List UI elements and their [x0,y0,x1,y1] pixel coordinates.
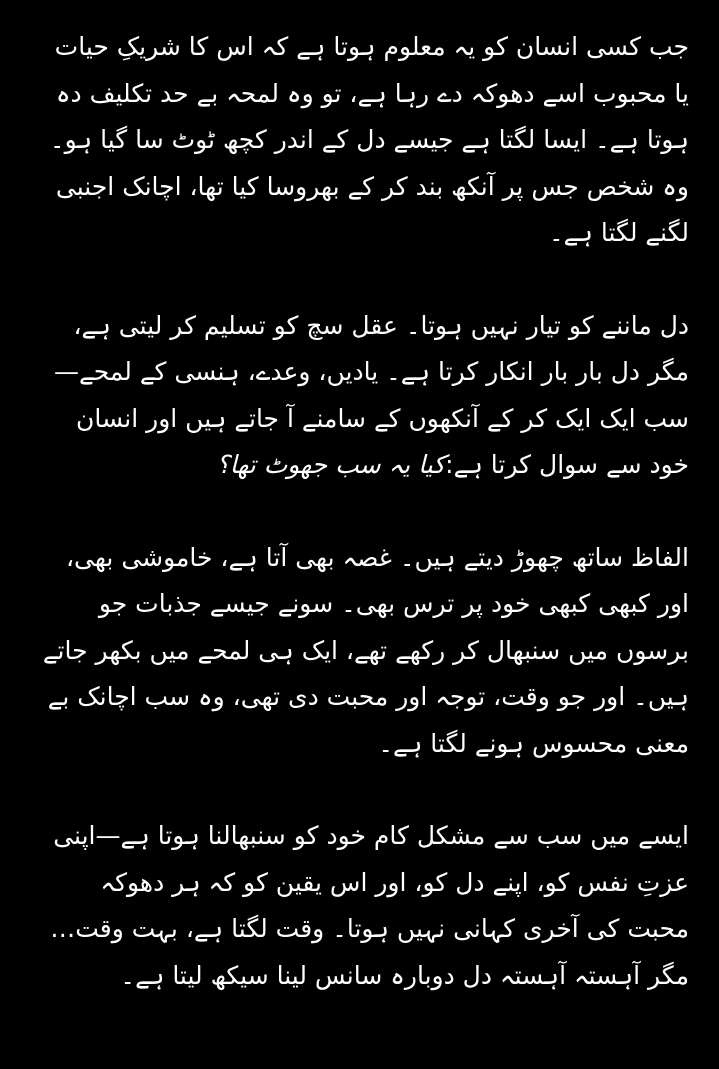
paragraph-1 [36,24,689,257]
paragraph-2-emphasis: کیا یہ سب جھوٹ تھا؟ [216,450,446,479]
paragraph-3 [36,535,689,768]
paragraph-4 [36,813,689,999]
paragraph-2-text: دل ماننے کو تیار نہیں ہوتا۔ عقل سچ کو تسلیم کر لیتی ہے، مگر دل بار بار انکار کرتا ہے۔ یادیں، وعدے، ہنسی کے لمحے—سب ایک ایک کر کے آنکھوں کے سامنے آ جاتے ہیں اور انسان خود سے سوال کرتا ہے: [54,310,689,479]
paragraph-3-text: الفاظ ساتھ چھوڑ دیتے ہیں۔ غصہ بھی آتا ہے، خاموشی بھی، اور کبھی کبھی خود پر ترس بھی۔ سونے جیسے جذبات جو برسوں میں سنبھال کر رکھے تھے، ایک ہی لمحے میں بکھر جاتے ہیں۔ اور جو وقت، توجہ اور محبت دی تھی، وہ سب اچانک بے معنی محسوس ہونے لگتا ہے۔ [42,542,689,758]
paragraph-4-text: ایسے میں سب سے مشکل کام خود کو سنبھالنا ہوتا ہے—اپنی عزتِ نفس کو، اپنے دل کو، اور اس یقین کو کہ ہر دھوکہ محبت کی آخری کہانی نہیں ہوتا۔ وقت لگتا ہے، بہت وقت… مگر آہستہ آہستہ دل دوبارہ سانس لینا سیکھ لیتا ہے۔ [50,821,689,990]
paragraph-2 [36,303,689,489]
paragraph-1-text: جب کسی انسان کو یہ معلوم ہوتا ہے کہ اس کا شریکِ حیات یا محبوب اسے دھوکہ دے رہا ہے، تو وہ لمحہ بے حد تکلیف دہ ہوتا ہے۔ ایسا لگتا ہے جیسے دل کے اندر کچھ ٹوٹ سا گیا ہو۔ وہ شخص جس پر آنکھ بند کر کے بھروسا کیا تھا، اچانک اجنبی لگنے لگتا ہے۔ [49,32,689,247]
